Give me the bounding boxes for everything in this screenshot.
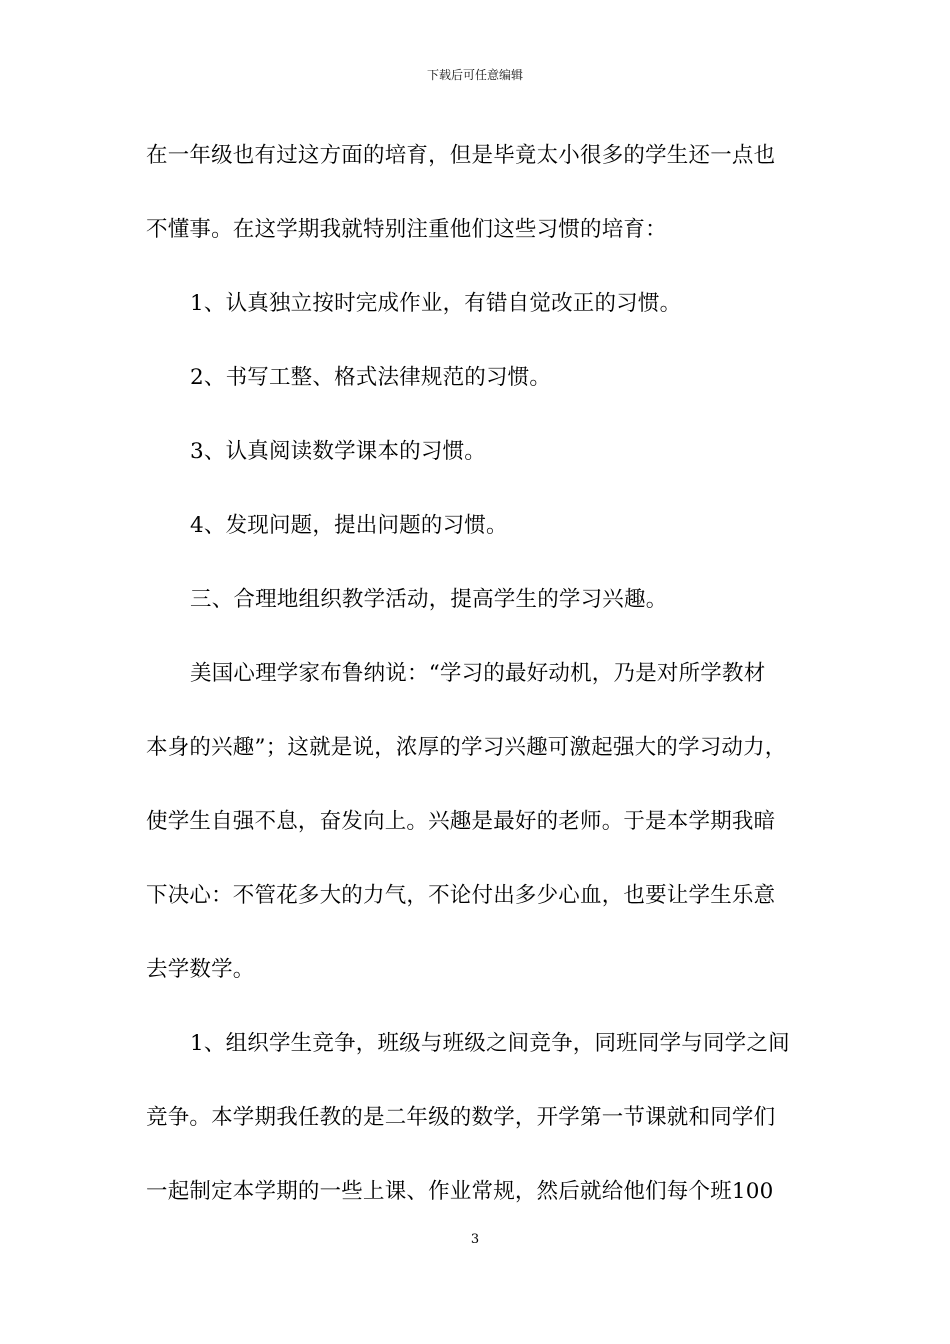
- page-header: 下载后可任意编辑: [426, 68, 523, 82]
- page-number: 3: [470, 1232, 480, 1247]
- body-line: 本身的兴趣”；这就是说，浓厚的学习兴趣可激起强大的学习动力，: [146, 735, 787, 760]
- list-item: 1、认真独立按时完成作业，有错自觉改正的习惯。: [190, 291, 682, 316]
- list-item: 2、书写工整、格式法律规范的习惯。: [190, 365, 552, 390]
- body-line: 不懂事。在这学期我就特别注重他们这些习惯的培育：: [146, 217, 667, 242]
- body-line: 在一年级也有过这方面的培育，但是毕竟太小很多的学生还一点也: [146, 143, 776, 168]
- list-item: 3、认真阅读数学课本的习惯。: [190, 439, 486, 464]
- body-line: 使学生自强不息，奋发向上。兴趣是最好的老师。于是本学期我暗: [146, 809, 776, 834]
- body-line: 去学数学。: [146, 957, 255, 982]
- body-line: 下决心：不管花多大的力气，不论付出多少心血，也要让学生乐意: [146, 883, 776, 908]
- body-line: 一起制定本学期的一些上课、作业常规，然后就给他们每个班100: [146, 1179, 774, 1204]
- list-item: 1、组织学生竞争，班级与班级之间竞争，同班同学与同学之间: [190, 1031, 790, 1056]
- section-heading: 三、合理地组织教学活动，提高学生的学习兴趣。: [190, 587, 668, 612]
- body-line: 竞争。本学期我任教的是二年级的数学，开学第一节课就和同学们: [146, 1105, 776, 1130]
- list-item: 4、发现问题，提出问题的习惯。: [190, 513, 508, 538]
- body-line: 美国心理学家布鲁纳说：“学习的最好动机，乃是对所学教材: [190, 661, 766, 686]
